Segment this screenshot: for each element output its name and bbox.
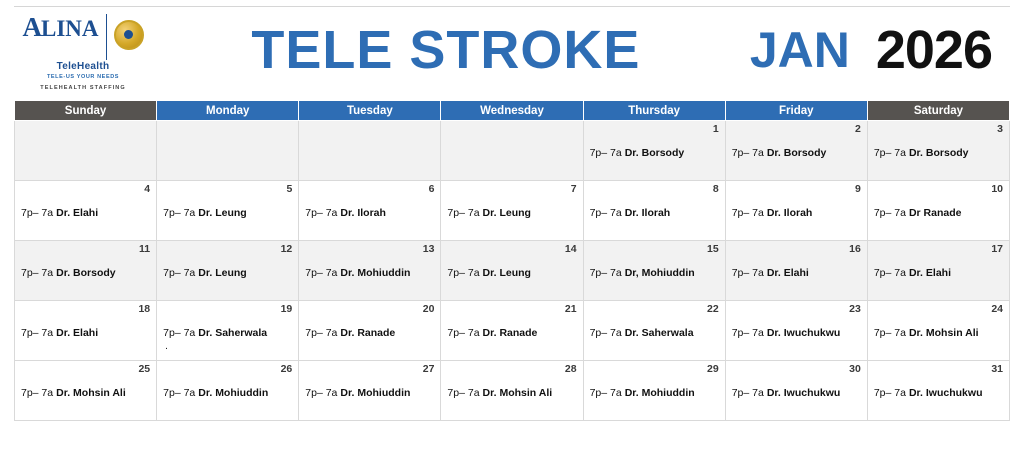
shift-time: 7p– 7a xyxy=(873,206,906,219)
day-number: 12 xyxy=(280,243,293,255)
shift-provider: Dr. Leung xyxy=(198,206,247,219)
calendar-day-cell[interactable] xyxy=(867,181,1009,241)
calendar-day-cell[interactable] xyxy=(15,181,157,241)
day-number: 13 xyxy=(422,243,435,255)
day-number: 18 xyxy=(138,303,151,315)
shift-time: 7p– 7a xyxy=(731,206,764,219)
calendar-day-cell[interactable] xyxy=(299,301,441,361)
calendar-week-row xyxy=(15,361,1010,421)
shift-time: 7p– 7a xyxy=(589,326,622,339)
shift-time: 7p– 7a xyxy=(589,146,622,159)
calendar-day-cell[interactable] xyxy=(157,361,299,421)
calendar-day-cell[interactable] xyxy=(157,241,299,301)
logo-divider xyxy=(106,14,107,60)
alina-logo xyxy=(18,11,148,91)
shift-entry xyxy=(590,207,719,220)
shift-note: . xyxy=(165,340,168,352)
calendar-day-cell[interactable] xyxy=(867,361,1009,421)
shift-entry xyxy=(590,147,719,160)
shift-entry xyxy=(21,267,150,280)
calendar-day-cell[interactable] xyxy=(583,361,725,421)
shift-entry xyxy=(732,327,861,340)
shift-provider: Dr. Leung xyxy=(198,266,247,279)
dow-saturday: Saturday xyxy=(867,101,1009,121)
day-number: 20 xyxy=(422,303,435,315)
shift-entry xyxy=(163,267,292,280)
calendar-day-cell[interactable] xyxy=(15,301,157,361)
day-number: 16 xyxy=(849,243,861,255)
shift-provider: Dr. Borsody xyxy=(624,146,685,159)
shift-entry xyxy=(163,207,292,220)
shift-time: 7p– 7a xyxy=(447,326,480,339)
shift-provider: Dr. Mohiuddin xyxy=(340,386,411,399)
shift-time: 7p– 7a xyxy=(731,326,764,339)
shift-entry xyxy=(447,327,576,340)
calendar-day-cell[interactable] xyxy=(867,301,1009,361)
day-number: 10 xyxy=(991,183,1003,195)
shift-entry xyxy=(874,327,1003,340)
calendar-day-cell[interactable] xyxy=(157,181,299,241)
shift-provider: Dr. Mohiuddin xyxy=(624,386,695,399)
day-number: 3 xyxy=(997,123,1003,135)
day-number: 15 xyxy=(707,243,719,255)
calendar-week-row xyxy=(15,301,1010,361)
dow-sunday: Sunday xyxy=(15,101,157,121)
day-number: 9 xyxy=(855,183,861,195)
shift-provider: Dr. Mohsin Ali xyxy=(908,326,979,339)
day-number: 31 xyxy=(991,363,1003,375)
day-number: 24 xyxy=(991,303,1003,315)
dow-monday: Monday xyxy=(157,101,299,121)
shift-entry xyxy=(305,387,434,400)
calendar-empty-cell[interactable] xyxy=(15,121,157,181)
calendar-day-cell[interactable] xyxy=(583,301,725,361)
calendar-day-cell[interactable] xyxy=(441,241,583,301)
day-number: 1 xyxy=(712,123,719,135)
shift-time: 7p– 7a xyxy=(447,206,480,219)
shift-time: 7p– 7a xyxy=(873,266,906,279)
shift-provider: Dr. Saherwala xyxy=(198,326,268,339)
year-label: 2026 xyxy=(875,20,992,80)
day-number: 11 xyxy=(139,243,151,255)
calendar-day-cell[interactable] xyxy=(15,361,157,421)
page-title: TELE STROKE xyxy=(251,20,641,80)
shift-time: 7p– 7a xyxy=(873,386,906,399)
shift-time: 7p– 7a xyxy=(447,386,480,399)
shift-time: 7p– 7a xyxy=(305,206,338,219)
shift-provider: Dr. Ilorah xyxy=(766,206,813,219)
shift-entry xyxy=(874,207,1003,220)
shift-entry xyxy=(447,207,576,220)
day-number: 5 xyxy=(286,183,293,195)
day-number: 26 xyxy=(280,363,293,375)
dow-thursday: Thursday xyxy=(583,101,725,121)
shift-provider: Dr. Ranade xyxy=(482,326,538,339)
calendar-day-cell[interactable] xyxy=(15,241,157,301)
calendar-day-cell[interactable] xyxy=(867,121,1009,181)
day-number: 25 xyxy=(138,363,151,375)
shift-provider: Dr Ranade xyxy=(908,206,962,219)
calendar-day-cell[interactable] xyxy=(725,301,867,361)
calendar-day-cell[interactable] xyxy=(441,361,583,421)
calendar-day-cell[interactable] xyxy=(583,121,725,181)
shift-provider: Dr. Elahi xyxy=(908,266,951,279)
shift-provider: Dr. Elahi xyxy=(56,326,99,339)
dow-friday: Friday xyxy=(725,101,867,121)
shift-time: 7p– 7a xyxy=(163,266,196,279)
shift-time: 7p– 7a xyxy=(163,326,196,339)
shift-provider: Dr. Ilorah xyxy=(624,206,671,219)
day-number: 7 xyxy=(570,183,577,195)
shift-provider: Dr. Mohsin Ali xyxy=(56,386,126,399)
shift-provider: Dr. Leung xyxy=(482,266,531,279)
shift-time: 7p– 7a xyxy=(21,326,54,339)
day-number: 30 xyxy=(849,363,861,375)
shift-provider: Dr. Elahi xyxy=(56,206,99,219)
page-header xyxy=(0,0,1024,100)
day-number: 6 xyxy=(428,183,435,195)
day-number: 28 xyxy=(564,363,577,375)
shift-time: 7p– 7a xyxy=(21,206,54,219)
shift-provider: Dr. Borsody xyxy=(56,266,116,279)
logo-letter-a: A xyxy=(22,11,41,42)
shift-provider: Dr. Borsody xyxy=(908,146,969,159)
shift-entry xyxy=(732,267,861,280)
day-number: 14 xyxy=(564,243,577,255)
dow-tuesday: Tuesday xyxy=(299,101,441,121)
shift-time: 7p– 7a xyxy=(21,266,54,279)
day-number: 17 xyxy=(991,243,1003,255)
shift-provider: Dr. Mohiuddin xyxy=(198,386,269,399)
calendar-week-row xyxy=(15,181,1010,241)
shift-time: 7p– 7a xyxy=(305,386,338,399)
shift-entry xyxy=(447,267,576,280)
calendar-day-cell[interactable] xyxy=(725,241,867,301)
day-number: 4 xyxy=(144,183,151,195)
shift-provider: Dr. Ranade xyxy=(340,326,396,339)
shift-provider: Dr. Leung xyxy=(482,206,531,219)
calendar-day-cell[interactable] xyxy=(441,301,583,361)
shift-entry xyxy=(732,387,861,400)
calendar-day-cell[interactable] xyxy=(583,241,725,301)
shift-time: 7p– 7a xyxy=(163,386,196,399)
calendar-day-cell[interactable] xyxy=(299,361,441,421)
logo-word-lina: LINA xyxy=(40,15,99,41)
shift-entry xyxy=(305,267,434,280)
calendar-empty-cell[interactable] xyxy=(157,121,299,181)
shift-entry xyxy=(305,207,434,220)
shift-entry xyxy=(163,327,292,340)
calendar-day-cell[interactable] xyxy=(299,181,441,241)
shift-entry xyxy=(874,267,1003,280)
shift-entry xyxy=(732,147,861,160)
shift-time: 7p– 7a xyxy=(21,386,54,399)
shift-time: 7p– 7a xyxy=(873,146,906,159)
calendar-day-cell[interactable] xyxy=(299,241,441,301)
shift-provider: Dr. Borsody xyxy=(766,146,827,159)
shift-time: 7p– 7a xyxy=(589,386,622,399)
logo-subtitle-telehealth: TeleHealth xyxy=(56,60,110,72)
shift-time: 7p– 7a xyxy=(589,206,622,219)
shift-provider: Dr. Mohsin Ali xyxy=(482,386,553,399)
shift-time: 7p– 7a xyxy=(731,146,764,159)
shift-time: 7p– 7a xyxy=(305,266,338,279)
shift-entry xyxy=(590,327,719,340)
shift-entry xyxy=(21,207,150,220)
shift-entry xyxy=(305,327,434,340)
logo-staffing-label: TELEHEALTH STAFFING xyxy=(40,84,126,91)
shift-time: 7p– 7a xyxy=(589,266,622,279)
calendar-week-row xyxy=(15,121,1010,181)
shift-entry xyxy=(447,387,576,400)
day-number: 21 xyxy=(564,303,577,315)
shift-entry xyxy=(732,207,861,220)
calendar-empty-cell[interactable] xyxy=(299,121,441,181)
shift-provider: Dr. Saherwala xyxy=(624,326,694,339)
day-number: 22 xyxy=(707,303,719,315)
shift-provider: Dr. Iwuchukwu xyxy=(908,386,983,399)
shift-entry xyxy=(590,387,719,400)
logo-coin-icon xyxy=(114,20,144,50)
calendar-day-cell[interactable] xyxy=(867,241,1009,301)
calendar-empty-cell[interactable] xyxy=(441,121,583,181)
shift-entry xyxy=(590,267,719,280)
shift-time: 7p– 7a xyxy=(447,266,480,279)
calendar-day-cell[interactable] xyxy=(583,181,725,241)
calendar-day-cell[interactable] xyxy=(725,361,867,421)
shift-time: 7p– 7a xyxy=(305,326,338,339)
shift-time: 7p– 7a xyxy=(873,326,906,339)
shift-provider: Dr. Elahi xyxy=(766,266,809,279)
calendar-header-row xyxy=(15,101,1010,121)
shift-provider: Dr, Mohiuddin xyxy=(624,266,695,279)
shift-entry xyxy=(163,387,292,400)
logo-tagline: TELE-US YOUR NEEDS xyxy=(46,73,120,80)
shift-provider: Dr. Mohiuddin xyxy=(340,266,411,279)
shift-time: 7p– 7a xyxy=(731,386,764,399)
schedule-calendar xyxy=(14,100,1010,421)
day-number: 8 xyxy=(712,183,719,195)
calendar-body xyxy=(15,121,1010,421)
day-number: 19 xyxy=(280,303,293,315)
shift-entry xyxy=(874,387,1003,400)
calendar-day-cell[interactable] xyxy=(725,181,867,241)
shift-provider: Dr. Iwuchukwu xyxy=(766,326,841,339)
logo-wordmark xyxy=(22,11,143,60)
calendar-day-cell[interactable] xyxy=(441,181,583,241)
day-number: 2 xyxy=(855,123,861,135)
day-number: 29 xyxy=(707,363,719,375)
calendar-day-cell[interactable] xyxy=(157,301,299,361)
shift-time: 7p– 7a xyxy=(731,266,764,279)
calendar-week-row xyxy=(15,241,1010,301)
day-number: 23 xyxy=(849,303,861,315)
day-number: 27 xyxy=(422,363,435,375)
shift-entry xyxy=(21,387,150,400)
dow-wednesday: Wednesday xyxy=(441,101,583,121)
shift-time: 7p– 7a xyxy=(163,206,196,219)
logo-text-group xyxy=(22,11,99,42)
shift-entry xyxy=(874,147,1003,160)
calendar-day-cell[interactable] xyxy=(725,121,867,181)
month-label: JAN xyxy=(749,22,850,78)
shift-provider: Dr. Ilorah xyxy=(340,206,386,219)
shift-entry xyxy=(21,327,150,340)
shift-provider: Dr. Iwuchukwu xyxy=(766,386,841,399)
